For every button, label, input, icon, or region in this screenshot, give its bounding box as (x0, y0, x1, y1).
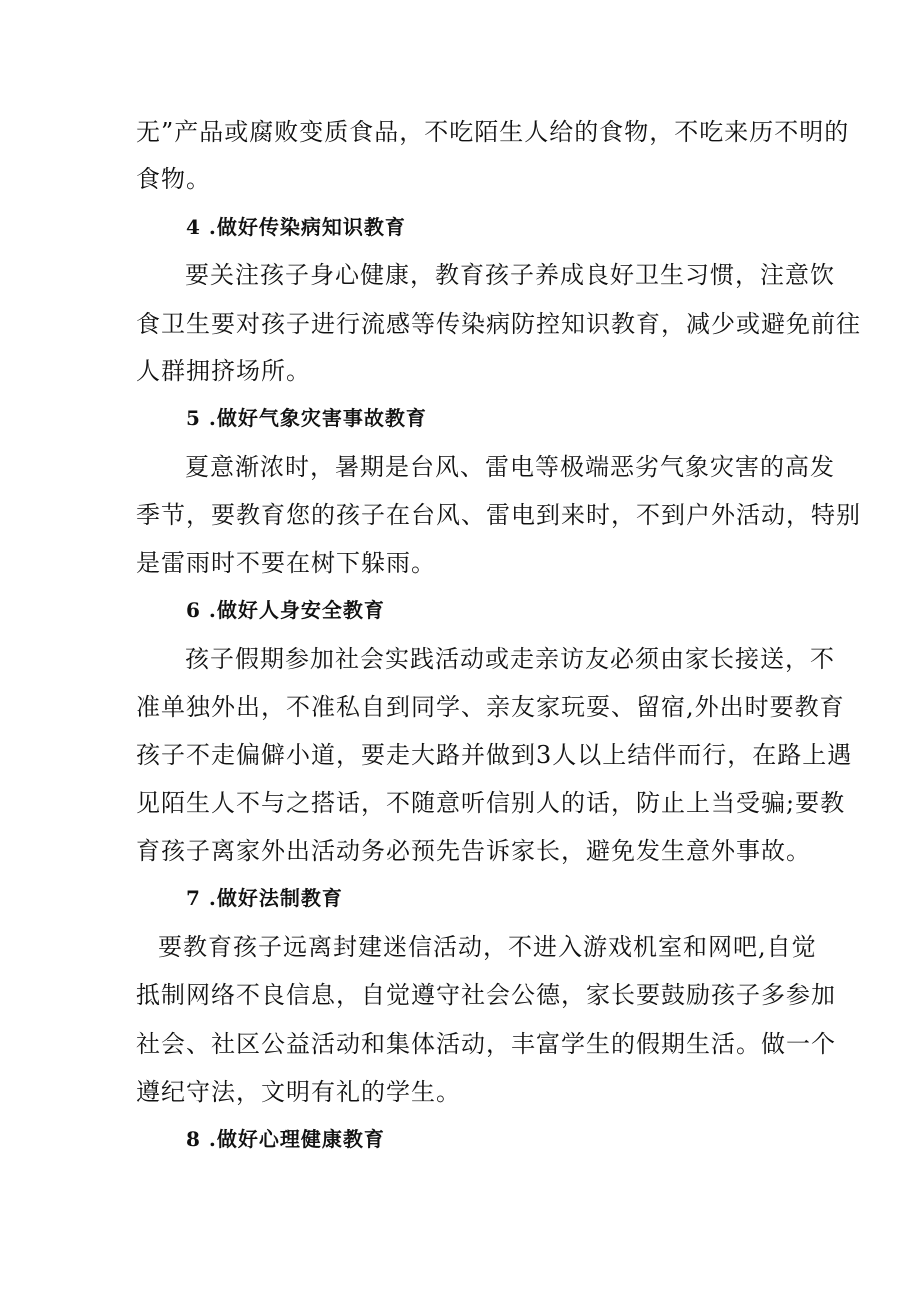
paragraph-line: 准单独外出，不准私自到同学、亲友家玩耍、留宿,外出时要教育 (136, 693, 845, 721)
section-heading-7: 7 .做好法制教育 (186, 886, 343, 910)
paragraph-line: 食物。 (136, 165, 211, 193)
paragraph-line: 是雷雨时不要在树下躲雨。 (136, 549, 436, 577)
paragraph-line: 食卫生要对孩子进行流感等传染病防控知识教育，减少或避免前往 (136, 310, 861, 338)
paragraph-line: 人群拥挤场所。 (136, 357, 311, 385)
paragraph-line: 孩子不走偏僻小道，要走大路并做到3人以上结伴而行，在路上遇 (136, 741, 853, 769)
paragraph-line: 夏意渐浓时，暑期是台风、雷电等极端恶劣气象灾害的高发 (185, 453, 835, 481)
paragraph-line: 要关注孩子身心健康，教育孩子养成良好卫生习惯，注意饮 (185, 261, 835, 289)
section-heading-5: 5 .做好气象灾害事故教育 (186, 406, 427, 430)
paragraph-line: 见陌生人不与之搭话，不随意听信别人的话，防止上当受骗;要教 (136, 789, 846, 817)
paragraph-line: 社会、社区公益活动和集体活动，丰富学生的假期生活。做一个 (136, 1030, 836, 1058)
paragraph-line: 遵纪守法，文明有礼的学生。 (136, 1078, 461, 1106)
section-heading-8: 8 .做好心理健康教育 (186, 1127, 385, 1151)
paragraph-line: 无”产品或腐败变质食品，不吃陌生人给的食物，不吃来历不明的 (136, 118, 850, 146)
paragraph-line: 要教育孩子远离封建迷信活动，不进入游戏机室和网吧,自觉 (158, 933, 817, 961)
paragraph-line: 季节，要教育您的孩子在台风、雷电到来时，不到户外活动，特别 (136, 501, 861, 529)
section-heading-4: 4 .做好传染病知识教育 (186, 215, 406, 239)
section-heading-6: 6 .做好人身安全教育 (186, 598, 385, 622)
paragraph-line: 抵制网络不良信息，自觉遵守社会公德，家长要鼓励孩子多参加 (136, 981, 836, 1009)
paragraph-line: 育孩子离家外出活动务必预先告诉家长，避免发生意外事故。 (136, 837, 811, 865)
paragraph-line: 孩子假期参加社会实践活动或走亲访友必须由家长接送，不 (185, 645, 835, 673)
